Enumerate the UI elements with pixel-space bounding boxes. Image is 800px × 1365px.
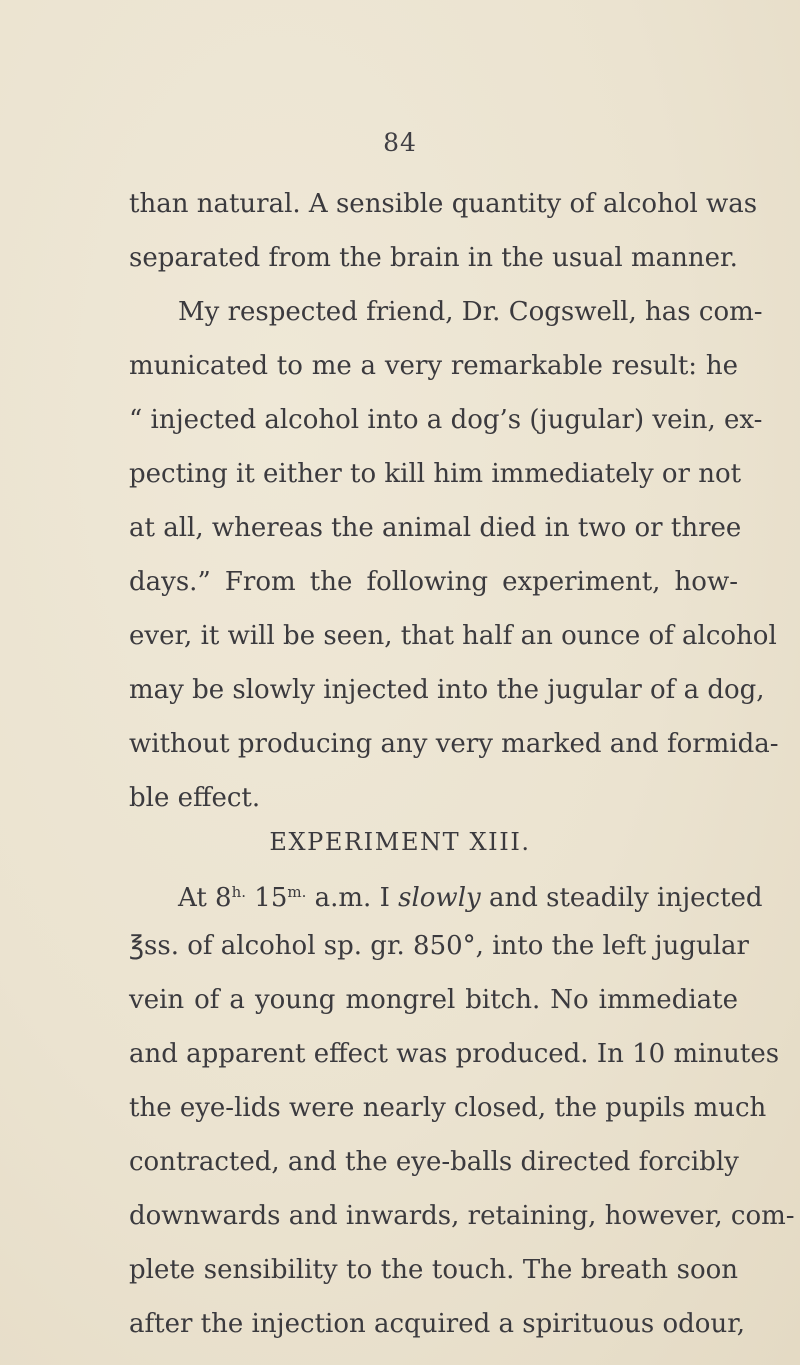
text-line: pecting it either to kill him immediately or not: [129, 459, 742, 489]
text-line: downwards and inwards, retaining, however, com-: [129, 1201, 795, 1231]
text-line: ble effect.: [129, 783, 261, 813]
text-fragment: a.m. I: [306, 883, 399, 913]
text-line: My respected friend, Dr. Cogswell, has com-: [178, 297, 763, 327]
minute-superscript: m.: [287, 883, 307, 901]
text-fragment: 15: [246, 883, 288, 913]
text-line: [178, 876, 763, 914]
section-heading: EXPERIMENT XIII.: [269, 828, 531, 856]
text-line: after the injection acquired a spirituous odour,: [129, 1309, 746, 1339]
text-line: municated to me a very remarkable result: he: [129, 351, 738, 381]
text-line: vein of a young mongrel bitch. No immediate: [129, 985, 738, 1015]
emphasis-text: slowly: [398, 883, 481, 913]
text-line: separated from the brain in the usual manner.: [129, 243, 738, 273]
text-line: plete sensibility to the touch. The breath soon: [129, 1255, 738, 1285]
text-line: contracted, and the eye-balls directed forcibly: [129, 1147, 739, 1177]
hour-superscript: h.: [231, 883, 247, 901]
text-line: may be slowly injected into the jugular of a dog,: [129, 675, 765, 705]
page-number: 84: [383, 128, 417, 157]
text-line: at all, whereas the animal died in two or three: [129, 513, 742, 543]
text-fragment: and steadily injected: [480, 883, 763, 913]
text-line: than natural. A sensible quantity of alcohol was: [129, 189, 758, 219]
text-line: days.” From the following experiment, how-: [129, 567, 738, 597]
text-line: ever, it will be seen, that half an ounce of alcohol: [129, 621, 777, 651]
text-line: “ injected alcohol into a dog’s (jugular) vein, ex-: [129, 405, 763, 435]
text-line: the eye-lids were nearly closed, the pupils much: [129, 1093, 767, 1123]
text-line: and apparent effect was produced. In 10 minutes: [129, 1039, 780, 1069]
text-fragment: At 8: [178, 883, 232, 913]
text-line: ℥ss. of alcohol sp. gr. 850°, into the left jugular: [129, 931, 749, 961]
text-line: without producing any very marked and formida-: [129, 729, 779, 759]
